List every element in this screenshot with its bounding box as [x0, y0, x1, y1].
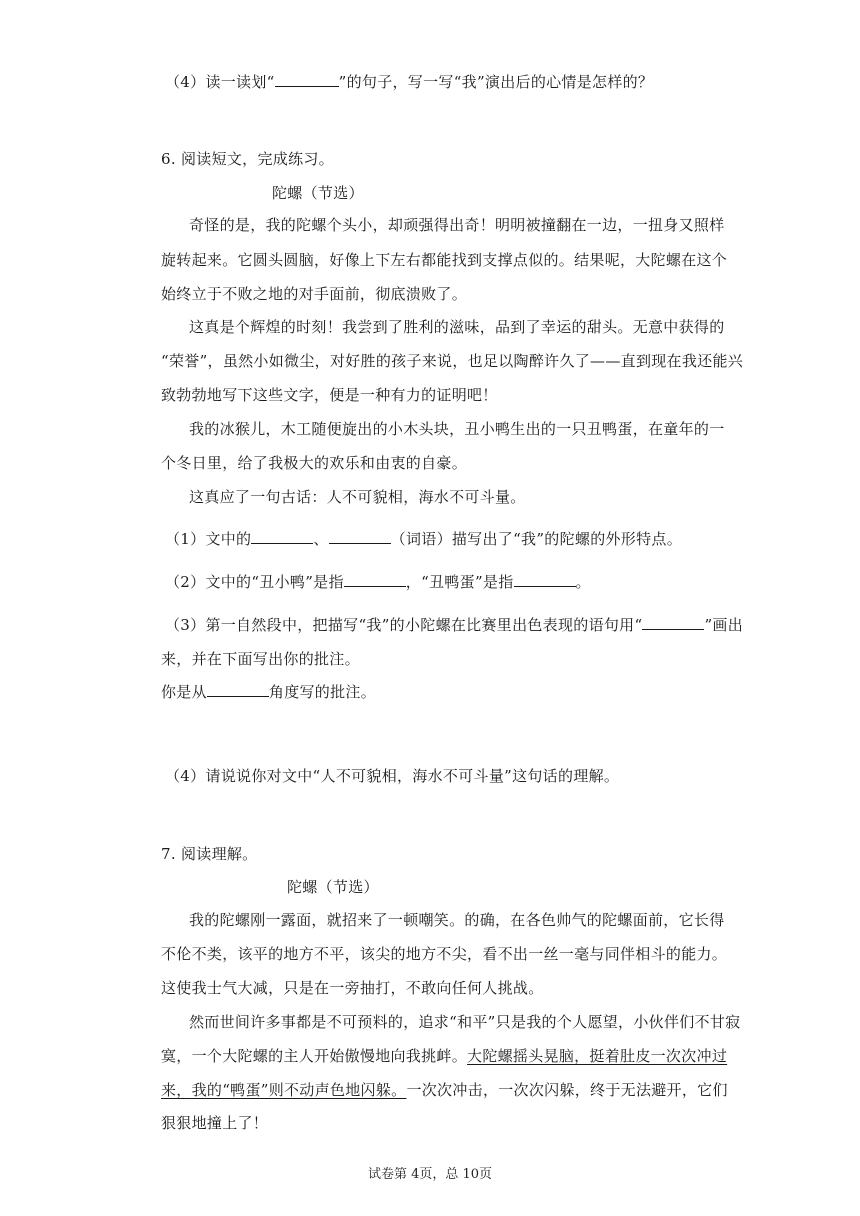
q6-p1-line1: 奇怪的是，我的陀螺个头小，却顽强得出奇！明明被撞翻在一边，一扭身又照样	[189, 216, 725, 234]
q7-p1-line2: 不伦不类，该平的地方不平，该尖的地方不尖，看不出一丝一毫与同伴相斗的能力。	[161, 945, 728, 963]
q6-q3-text-b: ”画出	[704, 616, 744, 634]
q5-part4-prefix: （4）读一读划“	[165, 73, 275, 91]
q7-p2-line3-text: 一次次冲击，一次次闪躲，终于无法避开，它们	[406, 1081, 728, 1099]
q6-question3	[165, 615, 743, 635]
q6-q2-text-b: ，“丑鸭蛋”是指	[405, 573, 514, 591]
q5-part4	[165, 72, 653, 92]
underlined-sentence: 来，我的“鸭蛋”则不动声色地闪躲。	[161, 1081, 407, 1099]
answer-blank[interactable]	[275, 72, 339, 87]
q6-p2-line3: 致勃勃地写下这些文字，便是一种有力的证明吧！	[161, 386, 498, 404]
answer-blank[interactable]	[207, 682, 269, 697]
answer-blank[interactable]	[514, 572, 576, 587]
q6-header: 6. 阅读短文，完成练习。	[161, 150, 334, 168]
q6-question4: （4）请说说你对文中“人不可貌相，海水不可斗量”这句话的理解。	[165, 767, 620, 785]
q6-q3-line2: 来，并在下面写出你的批注。	[161, 650, 360, 668]
q7-p1-line1: 我的陀螺刚一露面，就招来了一顿嘲笑。的确，在各色帅气的陀螺面前，它长得	[189, 911, 725, 929]
q6-p3-line2: 个冬日里，给了我极大的欢乐和由衷的自豪。	[161, 454, 468, 472]
q7-p2-line1: 然而世间许多事都是不可预料的，追求“和平”只是我的个人愿望，小伙伴们不甘寂	[189, 1013, 741, 1031]
q6-q1-sep: 、	[313, 530, 329, 548]
q6-p1-line2: 旋转起来。它圆头圆脑，好像上下左右都能找到支撑点似的。结果呢，大陀螺在这个	[161, 251, 728, 269]
q5-part4-suffix: ”的句子，写一写“我”演出后的心情是怎样的？	[338, 73, 654, 91]
q6-q3-line3	[161, 682, 376, 702]
q6-q2-text-c: 。	[575, 573, 591, 591]
q6-q3-line3-a: 你是从	[161, 683, 207, 701]
q7-p1-line3: 这使我士气大减，只是在一旁抽打，不敢向任何人挑战。	[161, 979, 544, 997]
q6-question1	[165, 529, 682, 549]
answer-blank[interactable]	[344, 572, 406, 587]
page-footer: 试卷第 4页，总 10页	[367, 1167, 493, 1182]
q6-p4: 这真应了一句古话：人不可貌相，海水不可斗量。	[189, 488, 526, 506]
q7-header: 7. 阅读理解。	[161, 845, 258, 863]
underlined-sentence: 大陀螺摇头晃脑，挺着肚皮一次次冲过	[467, 1047, 728, 1065]
q6-q3-line3-b: 角度写的批注。	[268, 683, 377, 701]
q7-passage-title: 陀螺（节选）	[287, 878, 379, 896]
q6-question2	[165, 572, 591, 592]
q7-p2-line3	[161, 1080, 728, 1100]
q6-q1-text-b: （词语）描写出了“我”的陀螺的外形特点。	[390, 530, 683, 548]
q6-p3-line1: 我的冰猴儿，木工随便旋出的小木头块，丑小鸭生出的一只丑鸭蛋，在童年的一	[189, 420, 725, 438]
q7-p2-line2-text: 寞，一个大陀螺的主人开始傲慢地向我挑衅。	[161, 1047, 468, 1065]
q6-q2-text-a: （2）文中的“丑小鸭”是指	[165, 573, 344, 591]
q6-q1-text-a: （1）文中的	[165, 530, 252, 548]
answer-blank[interactable]	[642, 615, 704, 630]
q6-p1-line3: 始终立于不败之地的对手面前，彻底溃败了。	[161, 285, 468, 303]
q7-p2-line4: 狠狠地撞上了！	[161, 1114, 269, 1132]
q6-passage-title: 陀螺（节选）	[272, 184, 364, 202]
answer-blank[interactable]	[251, 529, 313, 544]
q6-p2-line2: “荣誉”，虽然小如微尘，对好胜的孩子来说，也足以陶醉许久了——直到现在我还能兴	[161, 352, 744, 370]
q6-q3-text-a: （3）第一自然段中，把描写“我”的小陀螺在比赛里出色表现的语句用“	[165, 616, 643, 634]
answer-blank[interactable]	[329, 529, 391, 544]
q7-p2-line2	[161, 1046, 727, 1066]
q6-p2-line1: 这真是个辉煌的时刻！我尝到了胜利的滋味，品到了幸运的甜头。无意中获得的	[189, 318, 725, 336]
